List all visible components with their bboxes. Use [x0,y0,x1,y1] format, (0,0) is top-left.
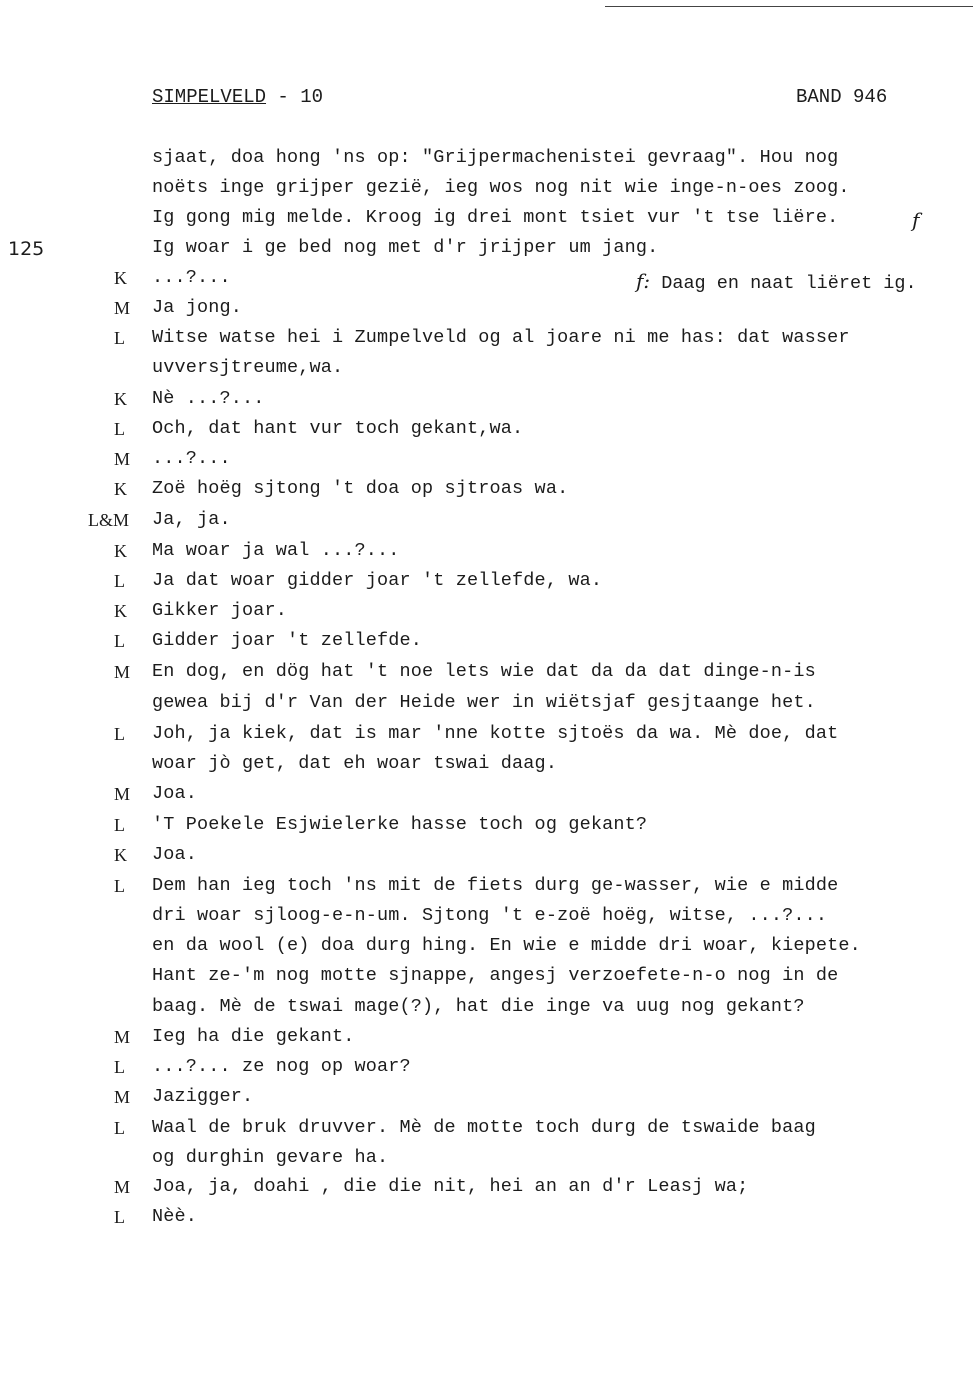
margin-number: 125 [8,238,45,260]
transcript-line: Joa. [152,844,198,865]
speaker-label: L [114,1207,125,1227]
transcript-line: Gikker joar. [152,600,288,621]
speaker-label: M [114,449,131,469]
speaker-label: L&M [88,510,130,530]
transcript-line: Och, dat hant vur toch gekant,wa. [152,418,524,439]
top-rule [605,6,973,7]
transcript-line: sjaat, doa hong 'ns op: "Grijpermachenistei gevraag". Hou nog [152,147,839,168]
transcript-line: og durghin gevare ha. [152,1147,389,1168]
handwritten-mark: f [912,208,920,232]
speaker-label: M [114,1087,131,1107]
transcript-line: Ja jong. [152,297,243,318]
transcript-line: ...?... [152,267,231,288]
transcript-line: Dem han ieg toch 'ns mit de fiets durg ge-wasser, wie e midde [152,875,839,896]
speaker-label: L [114,631,125,651]
transcript-line: Ma woar ja wal ...?... [152,540,400,561]
speaker-label: M [114,784,131,804]
transcript-line: Nèè. [152,1206,198,1227]
speaker-label: M [114,298,131,318]
speaker-label: L [114,419,125,439]
speaker-label: M [114,662,131,682]
speaker-label: L [114,1057,125,1077]
transcript-line: Ig woar i ge bed nog met d'r jrijper um jang. [152,237,659,258]
transcript-line: Nè ...?... [152,388,265,409]
title-page-number: - 10 [266,86,324,108]
handwritten-note: f: Daag en naat liëret ig. [636,269,917,294]
transcript-line: ...?... [152,448,231,469]
transcript-line: Hant ze-'m nog motte sjnappe, angesj verzoefete-n-o nog in de [152,965,839,986]
transcript-line: 'T Poekele Esjwielerke hasse toch og gekant? [152,814,648,835]
transcript-line: Joh, ja kiek, dat is mar 'nne kotte sjtoës da wa. Mè doe, dat [152,723,839,744]
transcript-line: en da wool (e) doa durg hing. En wie e midde dri woar, kiepete. [152,935,861,956]
transcript-line: woar jò get, dat eh woar tswai daag. [152,753,558,774]
speaker-label: K [114,268,127,288]
speaker-label: K [114,389,127,409]
transcript-line: Ja, ja. [152,509,231,530]
transcript-line: Ja dat woar gidder joar 't zellefde, wa. [152,570,603,591]
transcript-line: Gidder joar 't zellefde. [152,630,423,651]
speaker-label: L [114,1118,125,1138]
transcript-line: Waal de bruk druvver. Mè de motte toch durg de tswaide baag [152,1117,816,1138]
speaker-label: L [114,328,125,348]
transcript-line: dri woar sjloog-e-n-um. Sjtong 't e-zoë hoëg, witse, ...?... [152,905,828,926]
speaker-label: K [114,845,127,865]
transcript-line: Jazigger. [152,1086,254,1107]
speaker-label: M [114,1027,131,1047]
transcript-line: Witse watse hei i Zumpelveld og al joare ni me has: dat wasser [152,327,850,348]
transcript-line: gewea bij d'r Van der Heide wer in wiëtsjaf gesjtaange het. [152,692,816,713]
speaker-label: L [114,876,125,896]
page-title [152,86,323,108]
speaker-label: L [114,724,125,744]
transcript-line: baag. Mè de tswai mage(?), hat die inge va uug nog gekant? [152,996,805,1017]
speaker-label: K [114,479,127,499]
title-place: SIMPELVELD [152,86,267,108]
speaker-label: K [114,601,127,621]
transcript-line: ...?... ze nog op woar? [152,1056,411,1077]
transcript-line: Zoë hoëg sjtong 't doa op sjtroas wa. [152,478,569,499]
transcript-line: Joa. [152,783,198,804]
speaker-label: L [114,815,125,835]
speaker-label: K [114,541,127,561]
speaker-label: L [114,571,125,591]
transcript-line: noëts inge grijper gezië, ieg wos nog nit wie inge-n-oes zoog. [152,177,850,198]
transcript-line: Joa, ja, doahi , die die nit, hei an an d'r Leasj wa; [152,1176,749,1197]
transcript-line: uvversjtreume,wa. [152,357,344,378]
band-label: BAND 946 [796,86,888,108]
transcript-line: Ieg ha die gekant. [152,1026,355,1047]
speaker-label: M [114,1177,131,1197]
transcript-line: Ig gong mig melde. Kroog ig drei mont tsiet vur 't tse liëre. [152,207,839,228]
transcript-line: En dog, en dög hat 't noe lets wie dat da da dat dinge-n-is [152,661,816,682]
